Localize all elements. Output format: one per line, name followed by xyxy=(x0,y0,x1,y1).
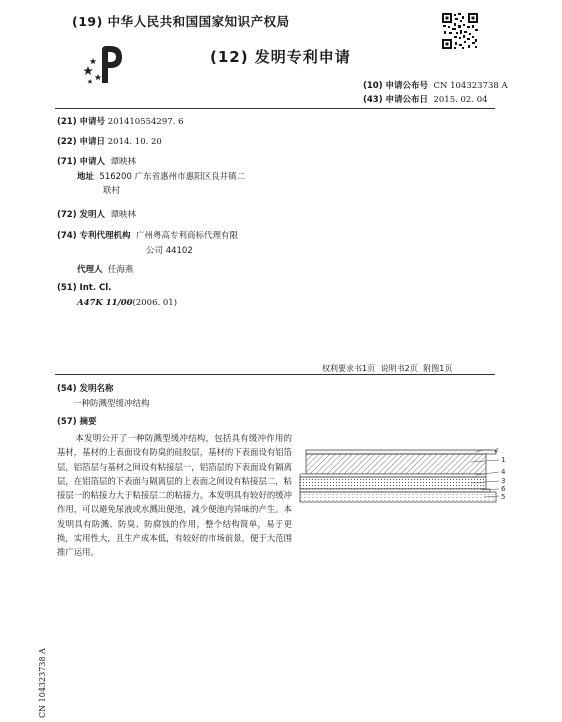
app-date-value: 2014. 10. 20 xyxy=(107,137,162,147)
agency-line2: 公司 44102 xyxy=(146,246,193,256)
agency-label: (74) 专利代理机构 xyxy=(57,231,131,241)
app-no-row xyxy=(57,115,183,127)
figure-label-4: 4 xyxy=(501,468,506,476)
agent-label: 代理人 xyxy=(77,265,103,275)
substrate-layer xyxy=(306,454,486,474)
pub-date-value: 2015. 02. 04 xyxy=(433,95,488,105)
invention-title: 一种防溅型缓冲结构 xyxy=(73,399,150,409)
address-row xyxy=(77,170,245,182)
agent-value: 任海燕 xyxy=(107,265,134,275)
agency-line1: 广州粤高专利商标代理有限 xyxy=(135,231,238,241)
agent-row xyxy=(77,263,133,275)
address-line2: 联村 xyxy=(103,186,121,196)
adhesive-layer-one xyxy=(300,474,486,477)
inventor-value: 谭映林 xyxy=(110,210,136,220)
silicone-layer xyxy=(306,448,499,454)
intcl-label-text: (51) Int. Cl. xyxy=(57,283,112,293)
app-date-row xyxy=(57,135,162,147)
figure-label-6: 6 xyxy=(501,485,506,493)
release-layer xyxy=(300,492,496,502)
publication-info xyxy=(363,79,508,107)
figure-label-3: 3 xyxy=(501,477,506,485)
adhesive-layer-two xyxy=(300,489,490,492)
office-name: (19) 中华人民共和国国家知识产权局 xyxy=(72,14,290,29)
title-label xyxy=(57,382,114,394)
pub-no-label: (10) 申请公布号 xyxy=(363,81,429,91)
top-divider xyxy=(55,108,495,109)
pub-no-value: CN 104323738 A xyxy=(433,81,508,91)
patent-office-logo xyxy=(84,44,126,84)
intcl-year: (2006. 01) xyxy=(132,298,178,308)
applicant-label: (71) 申请人 xyxy=(57,157,106,167)
pub-date-label: (43) 申请公布日 xyxy=(363,95,429,105)
title-label-text: (54) 发明名称 xyxy=(57,384,114,394)
applicant-value: 谭映林 xyxy=(110,157,136,167)
figure-label-2: 2 xyxy=(494,448,499,454)
intcl-code: A47K 11/00 xyxy=(77,298,133,308)
inventor-label: (72) 发明人 xyxy=(57,210,106,220)
document-type: (12) 发明专利申请 xyxy=(210,48,351,66)
abstract-label-text: (57) 摘要 xyxy=(57,417,97,427)
agency-row xyxy=(57,229,238,241)
abstract-label xyxy=(57,415,97,427)
layer-structure-figure xyxy=(296,448,518,508)
address-label: 地址 xyxy=(77,172,95,182)
aluminium-foil-layer xyxy=(300,477,486,489)
side-publication-number: CN 104323738 A xyxy=(38,648,47,718)
middle-divider xyxy=(55,374,495,375)
app-date-label: (22) 申请日 xyxy=(57,137,106,147)
intcl-row xyxy=(77,298,177,308)
address-line1: 516200 广东省惠州市惠阳区良井镇二 xyxy=(99,172,246,182)
figure-label-1: 1 xyxy=(501,456,506,464)
app-no-value: 201410554297. 6 xyxy=(107,117,184,127)
app-no-label: (21) 申请号 xyxy=(57,117,106,127)
applicant-row xyxy=(57,155,136,167)
abstract-text: 本发明公开了一种防溅型缓冲结构，包括具有缓冲作用的基材，基材的上表面设有防臭的硅胶层，基材的下表面设有铝箔层，铝箔层与基材之间设有粘接层一，铝箔层的下表面设有隔离层，在铝箔层的下表面与隔离层的上表面之间设有粘接层二，粘接层一的粘接力大于粘接层二的粘接力。本发明具有较好的缓冲作用，可以避免尿液或水溅出便池，减少便池内异味的产生。本发明具有防溅、防臭、防腐蚀的作用，整个结构简单，易于更换，实用性大，且生产成本低，有较好的市场前景，便于大范围推广运用。 xyxy=(57,433,292,558)
figure-label-5: 5 xyxy=(501,493,506,501)
intcl-label xyxy=(57,283,111,293)
page-count-info: 权利要求书1页 说明书2页 附图1页 xyxy=(322,364,453,373)
qr-code-icon xyxy=(441,12,479,50)
inventor-row xyxy=(57,208,136,220)
